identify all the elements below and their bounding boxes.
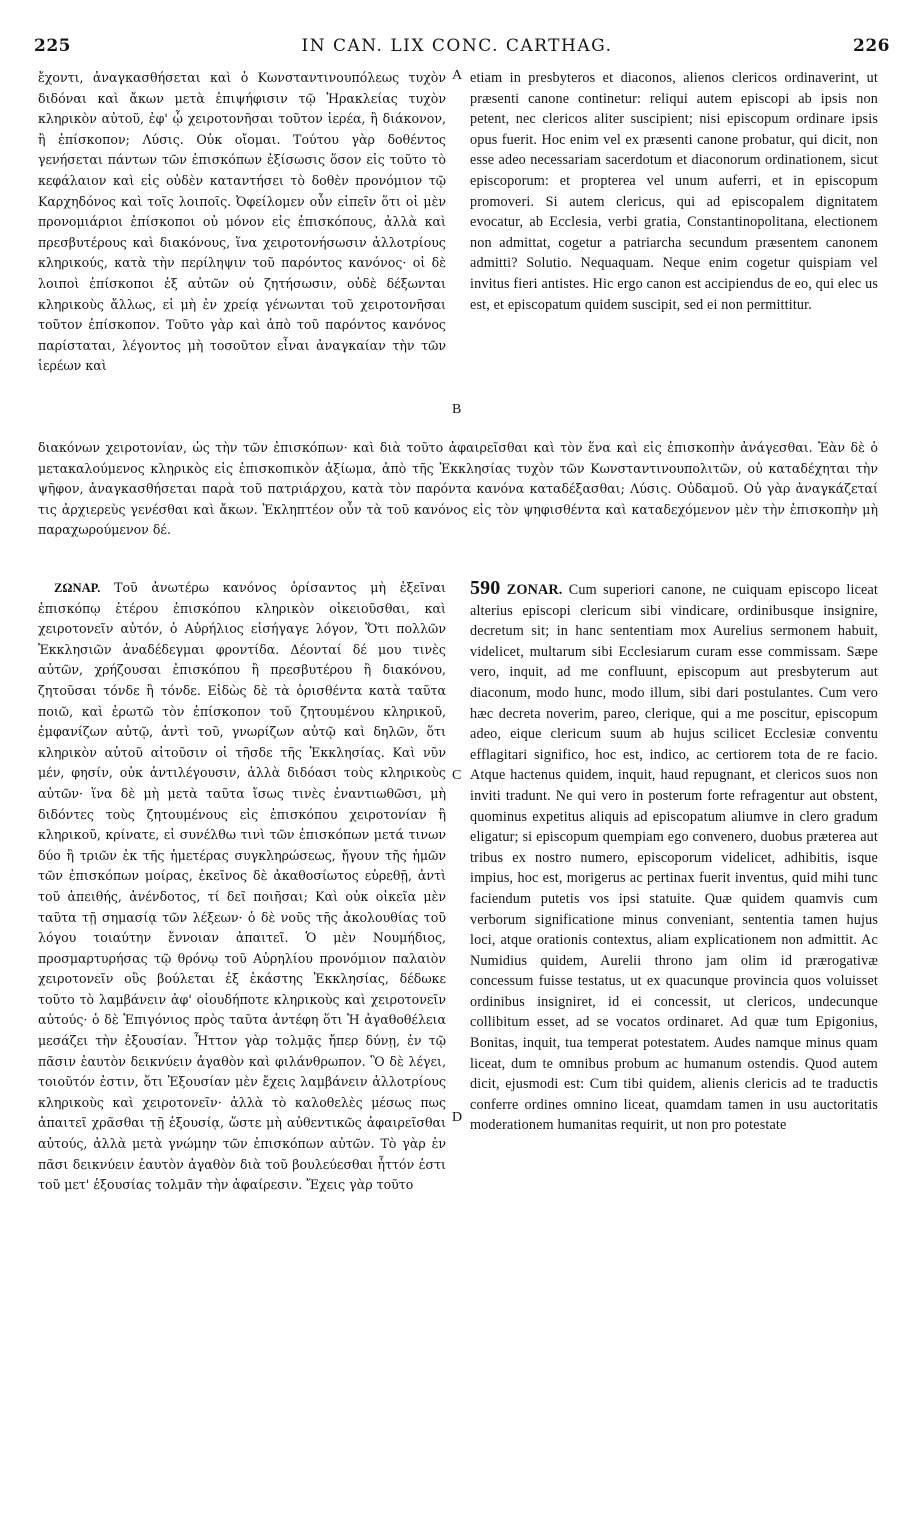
- greek-column-top: [38, 68, 446, 377]
- latin-zonaras-paragraph: [470, 578, 878, 1136]
- margin-marker-d: D: [452, 1110, 463, 1125]
- greek-zonaras-text: Τοῦ ἀνωτέρω κανόνος ὁρίσαντος μὴ ἐξεῖναι ἐπισκόπῳ ἑτέρου ἐπισκόπου κληρικὸν οἰκειοῦσθαι, καὶ χειροτονεῖν αὐτόν, ὁ Αὐρήλιος εἰσήγαγε λόγον, Ὅτι πολλῶν Ἐκκλησιῶν ἀναδέδεγμαι φροντίδα. Δέονταί δέ μου τινὲς αὐτῶν, χρήζουσαι ἐπισκόπου ἢ πρεσβυτέρου ἢ διακόνου, ζητοῦσαι τόνδε ἢ τόνδε. Εἰδὼς δὲ τὰ ὁρισθέντα κατὰ ταῦτα ποιῶ, καὶ ἐρωτῶ τὸν ἐπίσκοπον τοῦ ζητουμένου κληρικοῦ, ἐμφανίζων αὐτῷ, ἀντὶ τοῦ, γνωρίζων αὐτῷ καὶ δηλῶν, ὅτι κληρικὸν αὐτοῦ αἰτοῦσιν οἱ τῆσδε τῆς Ἐκκλησίας. Καὶ νῦν μέν, φησίν, οὐκ ἀντιλέγουσιν, ἀλλὰ διδόασι τοὺς κληρικοὺς αὐτῶν· ἵνα δὲ μὴ μετὰ ταῦτα ἴσως τινὲς ἐναντιωθῶσι, μὴ διδόντες τοὺς ζητουμένους εἰς ἐπισκόπου χειροτονίαν ἢ κληρικοῦ, κρίνατε, εἰ συνέλθω τινὶ τῶν ἐπισκόπων μετά τινων δύο ἢ τριῶν ἐκ τῆς ἡμετέρας συγκληρώσεως, ἤγουν τῆς ἡμῶν τῶν ἐπισκόπων μοίρας, ἐκεῖνος δὲ ἀκαθοσίωτος εὑρεθῇ, ἀντὶ τοῦ ἀπειθής, ἀνένδοτος, τί δεῖ ποιῆσαι; Καὶ οὐκ οἰκεῖα μὲν ταῦτα τῇ σημασίᾳ τῶν λέξεων· ὁ δὲ νοῦς τῆς ἀκολουθίας τοῦ λόγου τοιαύτην ἔννοιαν ἀπαιτεῖ. Ὁ μὲν Νουμήδιος, προσμαρτυρήσας τῷ θρόνῳ τοῦ Αὐρηλίου προνόμιον παλαιὸν χειροτονεῖν οὓς βούλεται ἐξ ἑκάστης Ἐκκλησίας, δέδωκε τοῦτο τὸ λαμβάνειν ἀφ' οἱουδήποτε κληρικοὺς καὶ χειροτονεῖν αὐτούς· ὁ δὲ Ἐπιγόνιος πρὸς ταῦτα ἀντέφη ὅτι Ἡ ἀγαθοθέλεια μεσάζει τὴν ἐξουσίαν. Ἧττον γὰρ τολμᾷς ἤπερ δύνῃ, ἐν τῷ πᾶσιν ἑαυτὸν δεικνύειν ἀγαθὸν καὶ φιλάνθρωπον. Ὃ δὲ λέγει, τοιοῦτόν ἐστιν, ὅτι Ἐξουσίαν μὲν ἔχεις λαμβάνειν ἀλλοτρίους κληρικοὺς καὶ χειροτονεῖν· ἀλλὰ τὸ καλοθελὲς μέσως πως ἀπαιτεῖ χρᾶσθαι τῇ ἐξουσίᾳ, ὥστε μὴ αὐθεντικῶς ἀφαιρεῖσθαι αὐτούς, ἀλλὰ μετὰ γνώμην τῶν ἐπισκόπων αὐτῶν. Τὸ γὰρ ἐν πᾶσι δεικνύειν ἑαυτὸν ἀγαθὸν διὰ τοῦ βουλεύεσθαι ἧττόν ἐστι τοῦ μετ' ἐξουσίας τολμᾶν τὴν ἀφαίρεσιν. Ἔχεις γὰρ τοῦτο: [38, 580, 446, 1193]
- latin-zonaras-column: [470, 578, 878, 1136]
- latin-zonaras-text: Cum superiori canone, ne cuiquam episcopo liceat alterius episcopi clericum sibi vindicare, ordinibusque insignire, decretum sit; in hanc sententiam mox Aurelius sermonem habuit, videlicet, multarum sibi Ecclesiarum curam esse commissam. Sæpe vero, inquit, ad me confluunt, episcopum aut presbyterum aut diaconum, modo hunc, modo illum, sibi dari postulantes. Cum vero hæc decreta noverim, pareo, clerique, qui a me poscitur, episcopum adeo, eique clericum suum ab hujus scilicet Ecclesiæ conventu efflagitari significo, hoc est, indico, ac certiorem tota de re facio. Atque hactenus quidem, inquit, haud repugnant, et clericos suos non inviti tradunt. Ne qui vero in posterum forte refragentur aut obstent, quominus expetitus aliquis ad episcopatum aliumve in clero gradum eligatur; si episcopum quempiam ego convenero, duobus præterea aut tribus ex nostro numero, episcoporum videlicet, adhibitis, isque impius, hoc est, morigerus ac pertinax fuerit inventus, quid mihi tunc faciendum putetis vos ipsi statuite. Quæ quidem quamvis cum verborum significatione minus conveniant, sententia tamen hujus loci, atque orationis contextus, aliam explicationem non admittit. Ac Numidius quidem, Aurelii throno jam olim id prærogativæ concessum fuisse testatus, ut ex quacunque provincia quos voluisset ordinibus insigniret, id ei concessit, ut clericos, undecunque collibitum esset, ad se vocatos ordinaret. Ad quæ tum Epigonius, Bonitas, inquit, tua temperat potestatem. Audes namque minus quam liceat, dum te omnibus probum ac humanum ostendis. Quod autem dicit, ejusmodi est: Cum tibi quidem, alienis clericis ad te traductis conferre ordines omnino liceat, quamdam tamen in usu auctoritatis moderationem humanitas requirit, ut non pro potestate: [470, 582, 879, 1134]
- greek-fullwidth-paragraph: διακόνων χειροτονίαν, ὡς τὴν τῶν ἐπισκόπων· καὶ διὰ τοῦτο ἀφαιρεῖσθαι καὶ τὸν ἕνα καὶ εἰς ἐπισκοπὴν ἀνάγεσθαι. Ἐὰν δὲ ὁ μετακαλούμενος κληρικὸς εἰς ἐπισκοπικὸν ἀξίωμα, ἀπὸ τῆς Ἐκκλησίας τυχὸν τῶν Κωνσταντινουπολιτῶν, οὐ καταδέχηται τὴν ψῆφον, ἀναγκασθήσεται παρὰ τοῦ πατριάρχου, κατὰ τὸν παρόντα κανόνα καταδέξασθαι; Λύσις. Οὐδαμοῦ. Οὐ γὰρ ἀναγκάζεταί τις ἀρχιερεὺς γενέσθαι καὶ ἄκων. Ἐκληπτέον οὖν τὰ τοῦ κανόνος εἰς τὸν ψηφισθέντα καὶ καταδεχόμενον μὲν τὴν ἐπισκοπὴν μὴ παραχωρούμενον δέ.: [38, 440, 878, 538]
- greek-fullwidth-block: [38, 438, 878, 541]
- latin-zonaras-label: ZONAR.: [506, 582, 563, 598]
- greek-zonaras-column: [38, 578, 446, 1196]
- column-number: 590: [470, 577, 501, 599]
- latin-column-top: [470, 68, 878, 315]
- greek-zonaras-label: ΖΩΝΑΡ.: [54, 581, 101, 595]
- latin-paragraph-top: etiam in presbyteros et diaconos, alienos clericos ordinaverint, ut præsenti canone continetur: reliqui autem episcopi ab ipsis non petent, nec clericos aliter suscipient; nisi episcopum ordinare ipsis opus fuerit. Hoc enim vel ex præsenti canone probatur, qui dicit, non esse adeo necessariam sacerdotum et diaconorum ordinationem, sicut episcoporum: et propterea vel unum auferri, et in episcopum promoveri. Si autem clericus, qui ad episcopalem dignitatem evocatur, ab Ecclesia, verbi gratia, Constantinopolitana, electionem non admittat, cogetur a patriarcha secundum præsentem canonem admitti? Solutio. Nequaquam. Neque enim cogetur quispiam vel invitus fieri antistes. Hic ergo canon est accipiendus de eo, qui elec us est, et episcopatum quidem suscipit, sed ei non permittitur.: [470, 70, 878, 313]
- margin-marker-c: C: [452, 768, 462, 783]
- greek-zonaras-paragraph: [38, 578, 446, 1196]
- margin-marker-a: A: [452, 68, 463, 83]
- page-header: [24, 36, 890, 60]
- margin-marker-b: B: [452, 402, 462, 417]
- running-title: IN CAN. LIX CONC. CARTHAG.: [301, 36, 613, 56]
- greek-paragraph-top: ἔχοντι, ἀναγκασθήσεται καὶ ὁ Κωνσταντινουπόλεως τυχὸν διδόναι καὶ ἄκων μετὰ ἐπιψήφισιν τῷ Ἡρακλείας τυχὸν κληρικὸν αὐτοῦ, ἐφ' ᾧ χειροτονῆσαι τοῦτον ἱερέα, ἢ διάκονον, ἢ ἐπίσκοπον; Λύσις. Οὐκ οἴομαι. Τούτου γὰρ δοθέντος γενήσεται πάντων τῶν ἐπισκόπων ἐξίσωσις ὅσον εἰς τοῦτο τὸ κεφάλαιον καὶ εἰς οὐδὲν καταντήσει τὸ δοθὲν προνόμιον τῷ Καρχηδόνος καὶ τοῖς λοιποῖς. Ὀφείλομεν οὖν εἰπεῖν ὅτι οἱ μὲν προνομιάριοι ἐπίσκοποι οὐ μόνον εἰς ἐπισκόπους, ἀλλὰ καὶ πρεσβυτέρους καὶ διακόνους, ἵνα χειροτονήσωσιν ἀλλοτρίους κληρικούς, κατὰ τὴν περίληψιν τοῦ παρόντος κανόνος· οἱ δὲ λοιποὶ ἐπίσκοποι ἐξ αὐτῶν οὐ ζητήσωσιν, οὐδὲ δέξωνται κληρικοὺς ἄλλως, εἰ μὴ ἐν χρείᾳ γένωνται τοῦ χειροτονῆσαι τοῦτον ἐπίσκοπον. Τοῦτο γὰρ καὶ ἀπὸ τοῦ παρόντος κανόνος παρίσταται, λέγοντος μὴ τοσοῦτον εἶναι ἀναγκαίαν τὴν τῶν ἱερέων καὶ: [38, 70, 446, 374]
- left-page-number: 225: [34, 36, 71, 56]
- right-page-number: 226: [853, 36, 890, 56]
